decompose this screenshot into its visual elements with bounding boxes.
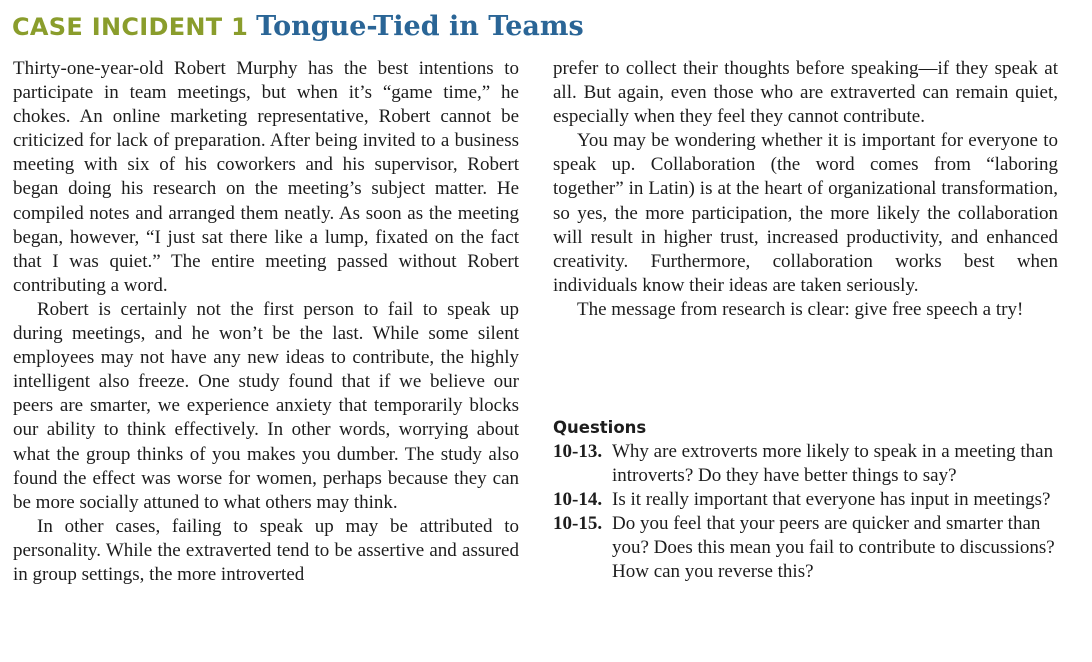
- question-number: 10-14.: [553, 489, 603, 511]
- question-text: Is it really important that everyone has input in meetings?: [612, 489, 1051, 511]
- case-incident-title: Tongue-Tied in Teams: [256, 11, 584, 42]
- body-paragraph: Robert is certainly not the first person to fail to speak up during meetings, and he won’t be the last. While some silent employees may not have any new ideas to contribute, the highly intelligent also freeze. One study found that if we believe our peers are smarter, we experience anxiety that temporarily blocks our ability to think effectively. In other words, worrying about what the group thinks of you makes you dumber. The study also found the effect was worse for women, perhaps because they can be more socially attuned to what others may think.: [13, 298, 519, 513]
- body-paragraph: The message from research is clear: give free speech a try!: [577, 298, 1024, 320]
- question-item: [553, 440, 1058, 488]
- question-text: Do you feel that your peers are quicker and smarter than you? Does this mean you fail to contribute to discussions? How can you reverse this?: [612, 513, 1055, 583]
- case-incident-label: CASE INCIDENT 1: [12, 13, 249, 41]
- question-item: [553, 488, 1058, 512]
- question-number: 10-15.: [553, 513, 603, 535]
- body-paragraph: Thirty-one-year-old Robert Murphy has the best intentions to participate in team meetings, but when it’s “game time,” he chokes. An online marketing representative, Robert cannot be criticized for lack of preparation. After being invited to a business meeting with six of his coworkers and his supervisor, Robert began doing his research on the meeting’s subject matter. He compiled notes and arranged them neatly. As soon as the meeting began, however, “I just sat there like a lump, fixated on the fact that I was quiet.” The entire meeting passed without Robert contributing a word.: [13, 58, 519, 296]
- body-paragraph: prefer to collect their thoughts before speaking—if they speak at all. But again, even those who are extraverted can remain quiet, especially when they feel they cannot contribute.: [553, 58, 1058, 128]
- questions-heading: Questions: [553, 418, 647, 437]
- question-text: Why are extroverts more likely to speak in a meeting than introverts? Do they have better things to say?: [612, 441, 1054, 487]
- case-title: [12, 4, 584, 47]
- question-item: [553, 512, 1058, 584]
- left-column: [13, 57, 519, 587]
- right-column: [553, 57, 1058, 322]
- questions-list: [553, 440, 1058, 585]
- question-number: 10-13.: [553, 441, 603, 462]
- body-paragraph: You may be wondering whether it is important for everyone to speak up. Collaboration (the word comes from “laboring together” in Latin) is at the heart of organizational transformation, so yes, the more participation, the more likely the collaboration will result in higher trust, increased productivity, and enhanced creativity. Furthermore, collaboration works best when individuals know their ideas are taken seriously.: [553, 130, 1058, 296]
- body-paragraph: In other cases, failing to speak up may be attributed to personality. While the extraverted tend to be assertive and assured in group settings, the more introverted: [13, 515, 519, 585]
